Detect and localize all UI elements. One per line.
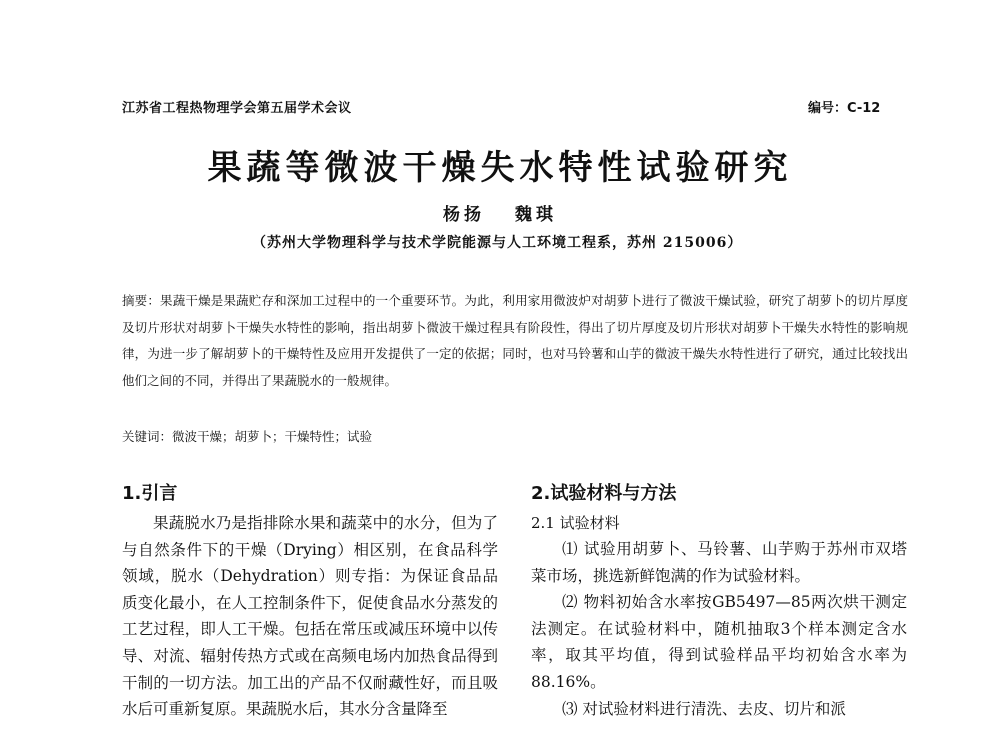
subsection-heading-materials: 2.1 试验材料 xyxy=(531,514,620,532)
materials-item-3: ⑶ 对试验材料进行清洗、去皮、切片和派 xyxy=(562,699,846,718)
paper-title: 果蔬等微波干燥失水特性试验研究 xyxy=(207,148,793,188)
section-heading-materials-methods: 2.试验材料与方法 xyxy=(531,483,677,504)
affiliation: （苏州大学物理科学与技术学院能源与人工环境工程系，苏州 215006） xyxy=(252,235,743,251)
abstract: 摘要：果蔬干燥是果蔬贮存和深加工过程中的一个重要环节。为此，利用家用微波炉对胡萝卜进行了微波干燥试验，研究了胡萝卜的切片厚度及切片形状对胡萝卜干燥失水特性的影响，指出胡萝卜微波干燥过程具有阶段性，得出了切片厚度及切片形状对胡萝卜干燥失水特性的影响规律，为进一步了解胡萝卜的干燥特性及应用开发提供了一定的依据；同时，也对马铃薯和山芋的微波干燥失水特性进行了研究，通过比较找出他们之间的不同，并得出了果蔬脱水的一般规律。 xyxy=(122,293,908,388)
right-column xyxy=(531,480,907,722)
materials-item-2: ⑵ 物料初始含水率按GB5497—85两次烘干测定法测定。在试验材料中，随机抽取3个样本测定含水率，取其平均值，得到试验样品平均初始含水率为88.16%。 xyxy=(531,593,907,691)
authors: 杨扬 魏琪 xyxy=(443,205,557,225)
introduction-paragraph: 果蔬脱水乃是指排除水果和蔬菜中的水分，但为了与自然条件下的干燥（Drying）相区别，在食品科学领域，脱水（Dehydration）则专指：为保证食品品质变化最小，在人工控制条件下，促使食品水分蒸发的工艺过程，即人工干燥。包括在常压或减压环境中以传导、对流、辐射传热方式或在高频电场内加热食品得到干制的一切方法。加工出的产品不仅耐藏性好，而且吸水后可重新复原。果蔬脱水后，其水分含量降至 xyxy=(122,514,498,719)
conference-name: 江苏省工程热物理学会第五届学术会议 xyxy=(122,101,352,116)
left-column xyxy=(122,480,498,723)
materials-item-1: ⑴ 试验用胡萝卜、马铃薯、山芋购于苏州市双塔菜市场，挑选新鲜饱满的作为试验材料。 xyxy=(531,540,907,585)
paper-number: 编号：C-12 xyxy=(808,101,881,116)
keywords: 关键词：微波干燥；胡萝卜；干燥特性；试验 xyxy=(122,429,373,444)
section-heading-introduction: 1.引言 xyxy=(122,483,178,504)
